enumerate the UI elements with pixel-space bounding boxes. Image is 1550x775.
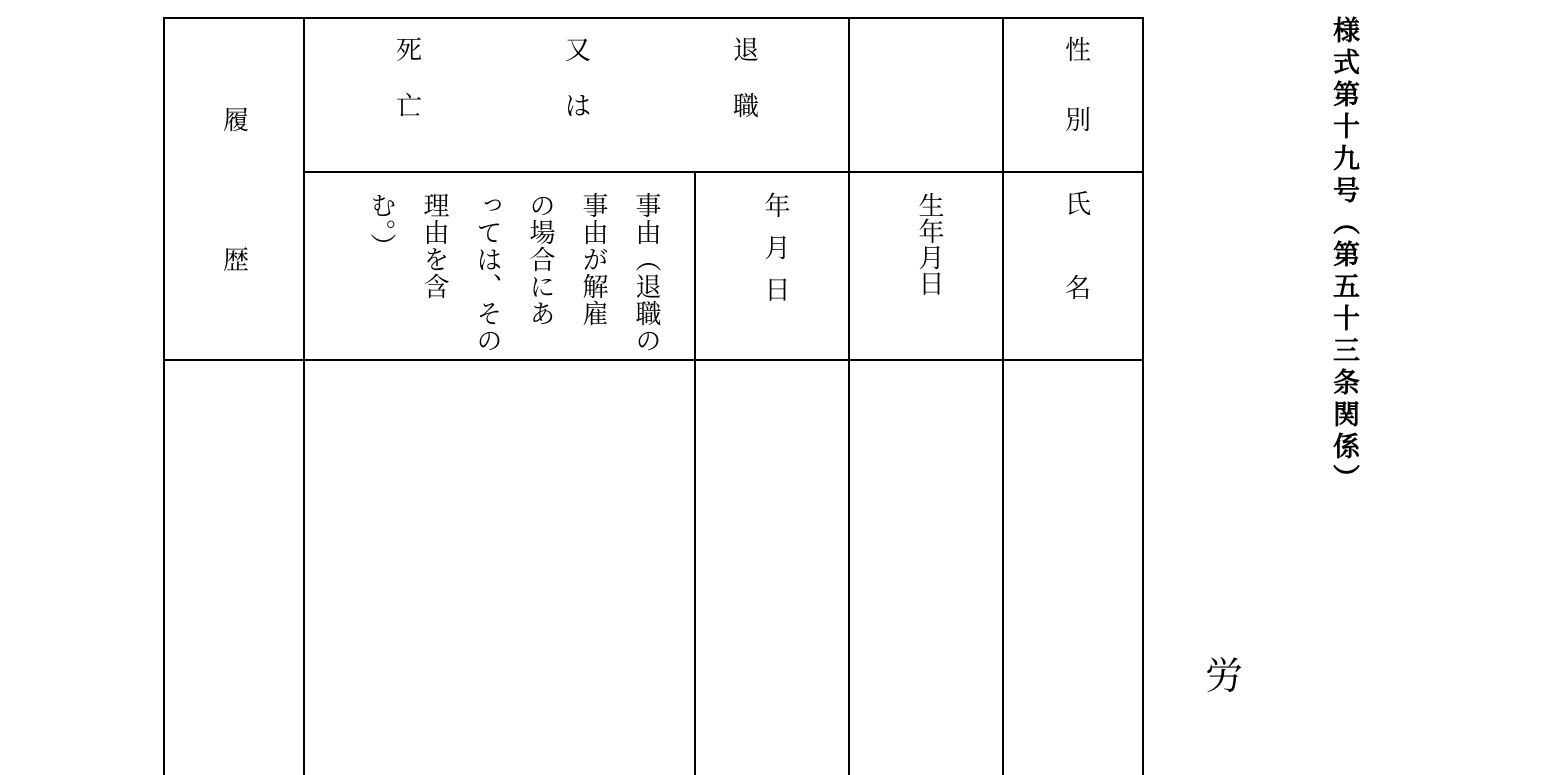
birth-date-label: 生年月日: [914, 192, 944, 296]
header-divider-line: [303, 171, 1144, 173]
column-divider-birth: [1002, 17, 1004, 775]
reason-line: む。）: [366, 192, 396, 260]
death-retirement-char-4: 亡: [396, 92, 423, 122]
column-divider-date: [848, 17, 850, 775]
labor-label: 労: [1205, 654, 1244, 698]
death-retirement-char-6: 職: [733, 92, 760, 122]
death-retirement-char-2: 又: [565, 36, 592, 66]
column-divider-reason: [694, 171, 696, 775]
table-left-border: [163, 17, 165, 775]
reason-line: 事由（退職の: [631, 192, 661, 354]
table-right-border: [1142, 17, 1144, 775]
gender-label-char-2: 別: [1065, 106, 1092, 136]
form-number-heading: 様式第十九号（第五十三条関係）: [1328, 16, 1359, 496]
name-label-char-2: 名: [1065, 274, 1092, 304]
death-retirement-char-3: 退: [733, 36, 760, 66]
column-divider-history: [303, 17, 305, 775]
reason-line: 理由を含: [419, 192, 449, 300]
table-top-border: [163, 17, 1144, 19]
gender-label-char-1: 性: [1065, 36, 1092, 66]
reason-line: の場合にあ: [525, 192, 555, 327]
death-retirement-char-1: 死: [396, 36, 423, 66]
reason-line: っては、その: [472, 192, 502, 354]
name-label-char-1: 氏: [1065, 190, 1092, 220]
date-label: 年月日: [760, 192, 790, 318]
reason-line: 事由が解雇: [578, 192, 608, 327]
death-retirement-char-5: は: [565, 92, 592, 122]
header-bottom-border: [163, 359, 1144, 361]
reason-label: [354, 192, 672, 354]
history-label-char-1: 履: [223, 106, 250, 136]
history-label-char-2: 歴: [223, 246, 250, 276]
